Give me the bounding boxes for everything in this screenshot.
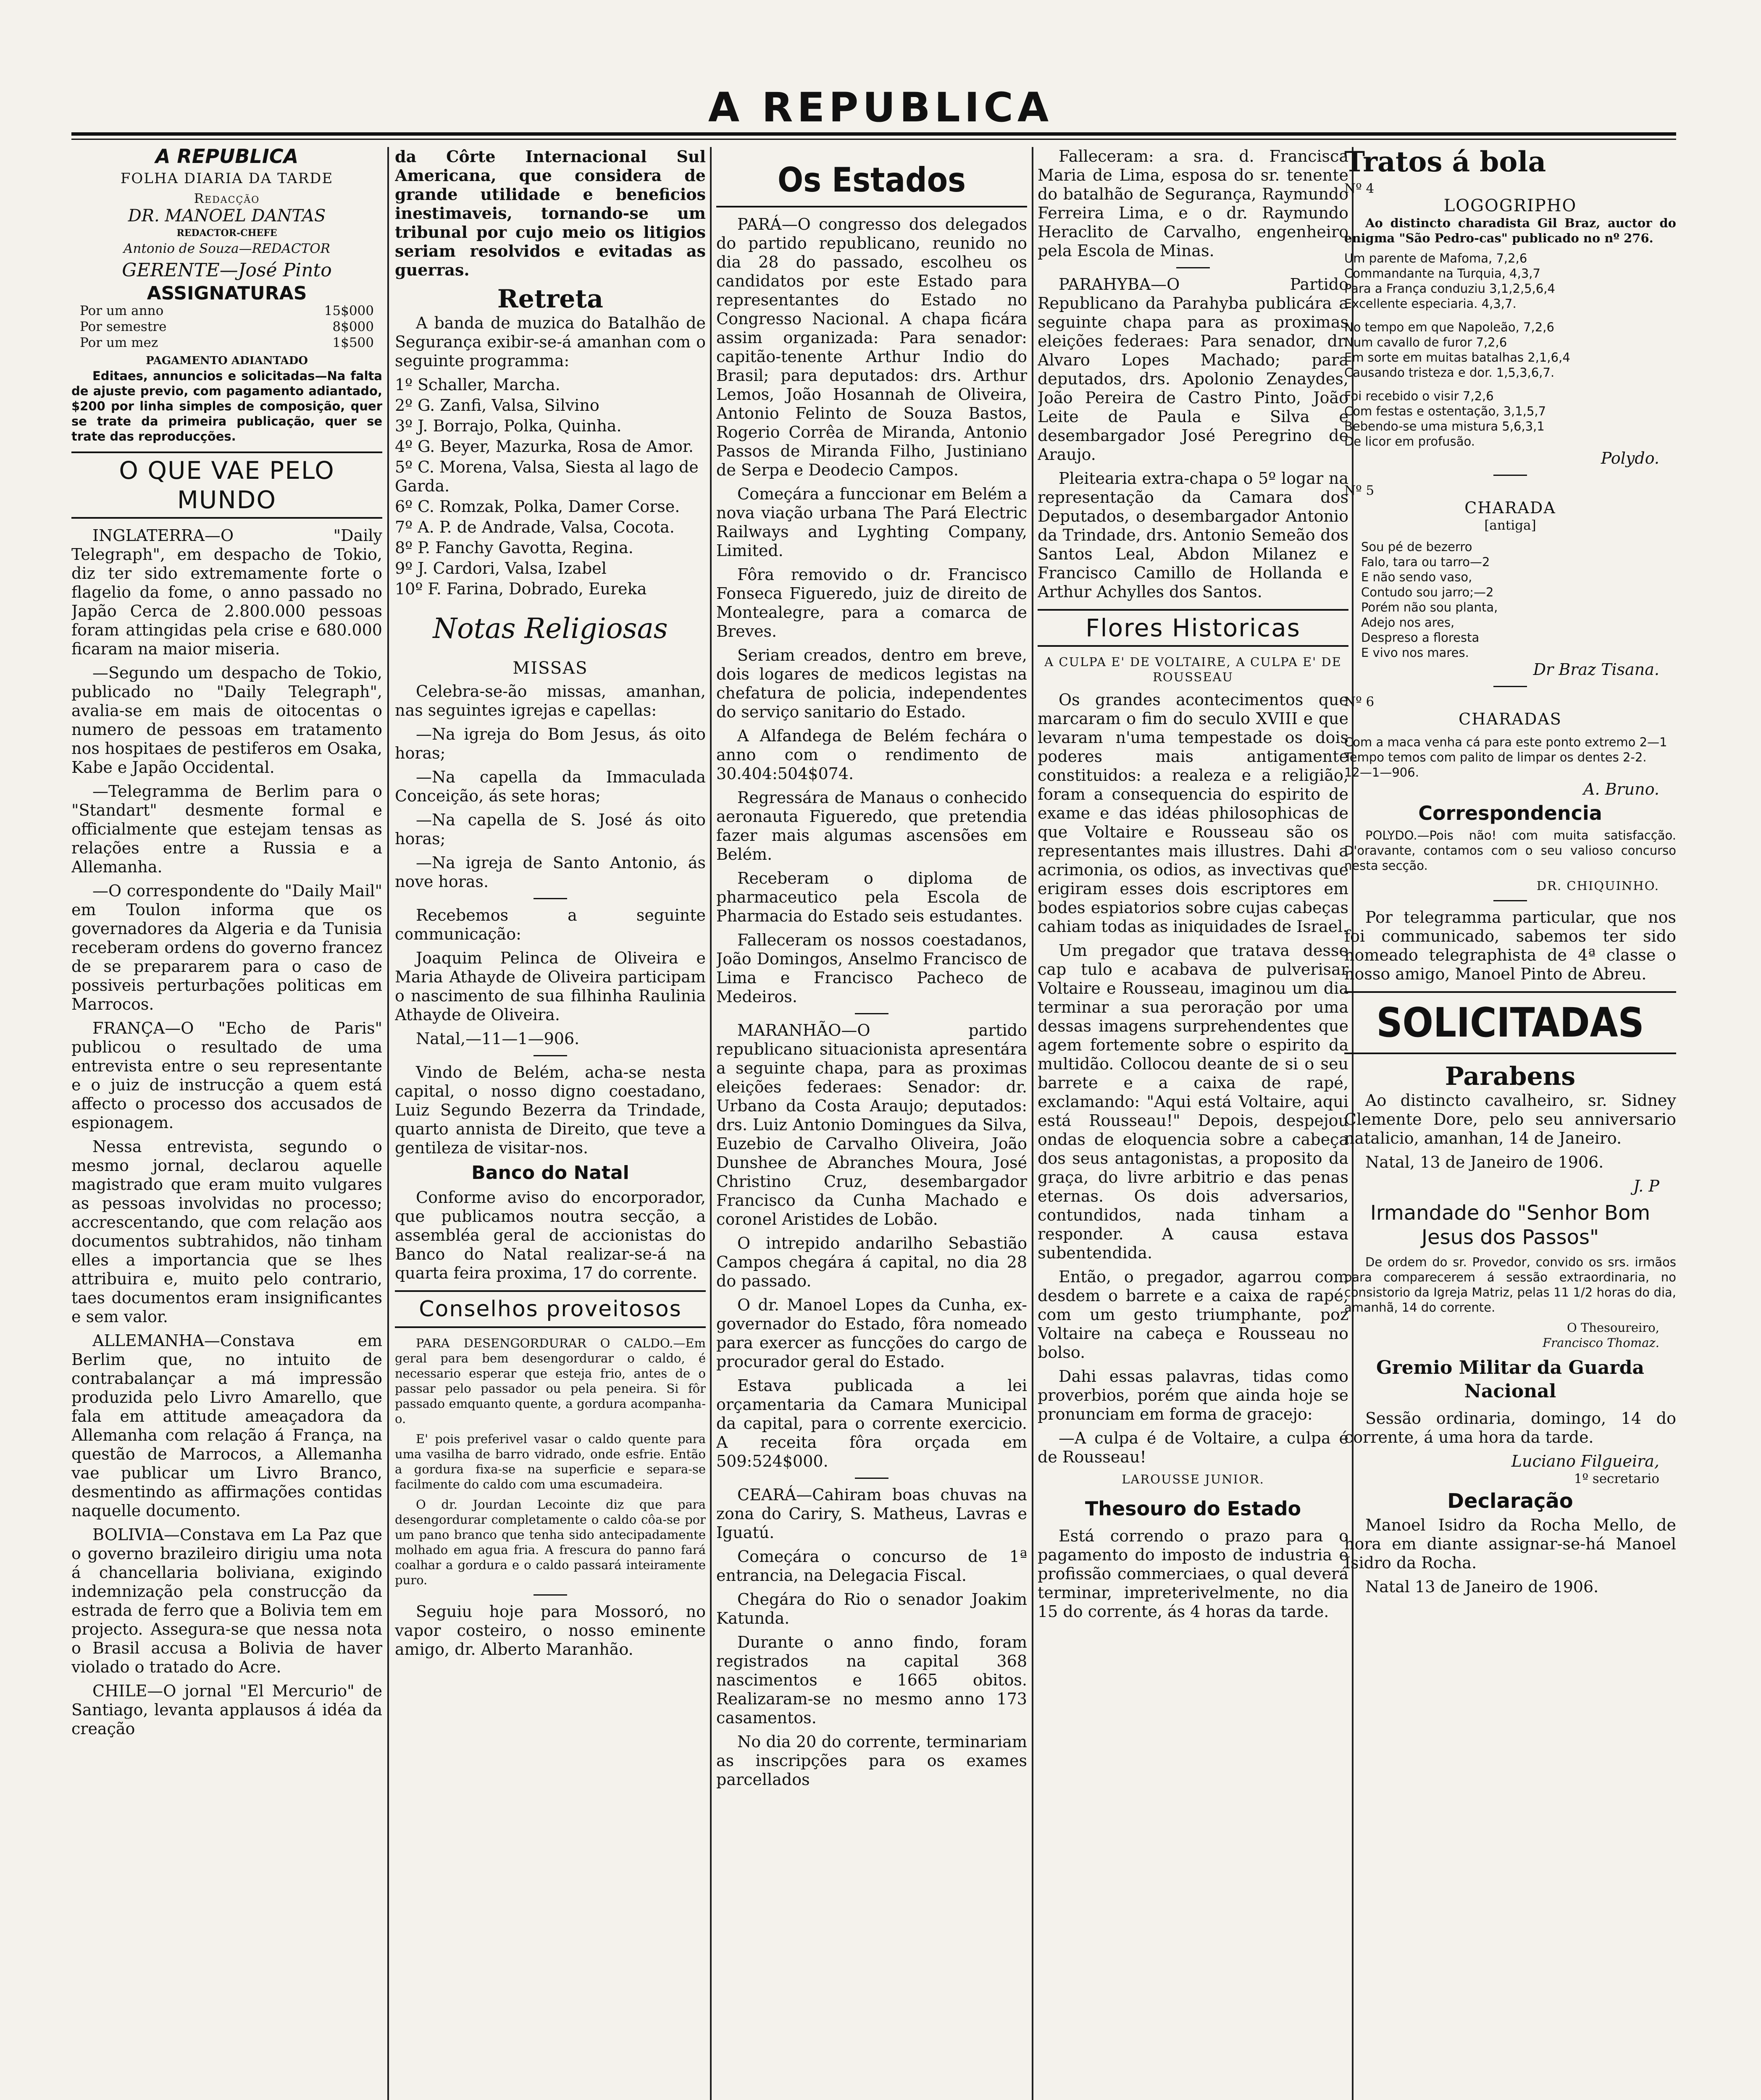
gremio-signature: Luciano Filgueira, — [1511, 1452, 1659, 1470]
separator — [1176, 267, 1210, 268]
estados-paragraph: Fôra removido o dr. Francisco Fonseca Figueredo, juiz de direito de Montealegre, para a comarca de Breves. — [716, 565, 1027, 640]
logogripho-dedication: Ao distincto charadista Gil Braz, auctor do enigma "São Pedro-cas" publicado no nº 276. — [1344, 216, 1676, 245]
vindo-paragraph: Vindo de Belém, acha-se nesta capital, o nosso digno coestadano, Luiz Segundo Bezerra da Trindade, quarto annista de Direito, que teve a gentileza de visitar-nos. — [395, 1063, 706, 1157]
estados-paragraph: Começára o concurso de 1ª entrancia, na Delegacia Fiscal. — [716, 1547, 1027, 1585]
estados-paragraph: Falleceram os nossos coestadanos, João Domingos, Anselmo Francisco de Lima e Francisco Pacheco de Medeiros. — [716, 931, 1027, 1006]
verse-line: Sou pé de bezerro — [1361, 540, 1472, 554]
logogripho-verses — [1344, 251, 1676, 449]
news-paragraph: INGLATERRA—O "Daily Telegraph", em despacho de Tokio, diz ter sido extremamente forte o flagelio da fome, o anno passado no Japão Cerca de 2.800.000 pessoas foram attingidas pela crise e 680.000 ficaram na maior miseria. — [71, 526, 382, 658]
programme-list — [395, 375, 706, 598]
verse-line: Falo, tara ou tarro—2 — [1361, 555, 1490, 569]
puzzle-number: Nº 6 — [1344, 694, 1375, 709]
verse-line: No tempo em que Napoleão, 7,2,6 — [1344, 320, 1554, 334]
gremio-text: Sessão ordinaria, domingo, 14 do corrente, á uma hora da tarde. — [1344, 1409, 1676, 1446]
logogripho-signature: Polydo. — [1601, 449, 1659, 467]
verse-line: Com festas e ostentação, 3,1,5,7 — [1344, 404, 1546, 418]
programme-item: 2º G. Zanfi, Valsa, Silvino — [395, 396, 599, 415]
verse-line: Commandante na Turquia, 4,3,7 — [1344, 266, 1540, 281]
programme-item: 3º J. Borrajo, Polka, Quinha. — [395, 417, 622, 435]
missas-item: —Na igreja de Santo Antonio, ás nove horas. — [395, 853, 706, 891]
correspondencia-text: POLYDO.—Pois não! com muita satisfacção. D'oravante, contamos com o seu valioso concurso nesta secção. — [1344, 828, 1676, 873]
conselhos-paragraph: O dr. Jourdan Lecointe diz que para desengordurar completamente o caldo côa-se por um pano branco que tenha sido antecipadamente molhado em agua fria. A frescura do panno fará coalhar a gordura e o caldo passará inteiramente puro. — [395, 1497, 706, 1587]
notas-title: Notas Religiosas — [433, 612, 668, 645]
estados-paragraph: PARÁ—O congresso dos delegados do partido republicano, reunido no dia 28 do passado, escolheu os candidatos por este Estado para representantes do Estado no Congresso Nacional. A chapa ficára assim organizada: Para senador: capitão-tenente Arthur Indio do Brasil; para deputados: drs. Arthur Lemos, João Hosannah de Oliveira, Antonio Felinto de Souza Bastos, Rogerio Corrêa de Miranda, Antonio Passos de Miranda Filho, Justiniano de Serpa e Deodecio Campos. — [716, 215, 1027, 479]
charadas-signature: A. Bruno. — [1583, 780, 1659, 798]
column-1 — [71, 147, 382, 2100]
participacao-paragraph: Joaquim Pelinca de Oliveira e Maria Athayde de Oliveira participam o nascimento de sua filhinha Raulinia Athayde de Oliveira. — [395, 949, 706, 1024]
news-paragraph: —Telegramma de Berlim para o "Standart" desmente formal e officialmente que estejam tensas as relações entre a Russia e a Allemanha. — [71, 782, 382, 876]
correspondencia-signature: DR. CHIQUINHO. — [1536, 879, 1659, 893]
programme-item: 1º Schaller, Marcha. — [395, 375, 560, 394]
redactor-chefe-label: REDACTOR-CHEFE — [176, 228, 277, 239]
estados-paragraph: PARAHYBA—O Partido Republicano da Parahyba publicára a seguinte chapa para as proximas eleições federaes: Para senador, dr. Alvaro Lopes Machado; para deputados, drs. Apolonio Zenaydes, João Pereira de Castro Pinto, João Leite de Paula e Silva e desembargador José Peregrino de Araujo. — [1038, 275, 1348, 464]
charada-signature: Dr Braz Tisana. — [1533, 660, 1659, 679]
irmandade-text: De ordem do sr. Provedor, convido os srs. irmãos para comparecerem á sessão extraordinaria, no consistorio da Igreja Matriz, pelas 11 1/2 horas do dia, amanhã, 14 do corrente. — [1344, 1255, 1676, 1315]
paper-subtitle: FOLHA DIARIA DA TARDE — [120, 170, 334, 187]
verse-line: Excellente especiaria. 4,3,7. — [1344, 297, 1517, 311]
separator — [534, 898, 567, 899]
pagamento-label: PAGAMENTO ADIANTADO — [146, 354, 308, 367]
verse-line: De licor em profusão. — [1344, 434, 1475, 449]
flores-paragraph: —A culpa é de Voltaire, a culpa é de Rousseau! — [1038, 1429, 1348, 1466]
solicitadas-title-box — [1344, 991, 1676, 1054]
telegram-paragraph: Por telegramma particular, que nos foi communicado, sabemos ter sido nomeado telegraphista de 4ª classe o nosso amigo, Manoel Pinto de Abreu. — [1344, 908, 1676, 983]
banco-paragraph: Conforme aviso do encorporador, que publicamos noutra secção, a assembléa geral de accionistas do Banco do Natal realizar-se-á na quarta feira proxima, 17 do corrente. — [395, 1188, 706, 1282]
column-divider — [1032, 147, 1033, 2100]
separator — [1493, 475, 1527, 476]
price-list — [71, 303, 382, 351]
flores-paragraph: Os grandes acontecimentos que marcaram o fim do seculo XVIII e que levaram n'uma tempestade os dois poderes mais antigamente constituidos: a realeza e a religião, foram a consequencia do espirito de exame e das idéas philosophicas de que Voltaire e Rousseau são os representantes mais illustres. Dahi a acrimonia, os odios, as invectivas que erigiram esses dois escriptores em bodes espiatorios sobre cujas cabeças cahiam todas as iniquidades de Israel. — [1038, 690, 1348, 936]
verse-line: Para a França conduziu 3,1,2,5,6,4 — [1344, 281, 1555, 296]
masthead: A REPUBLICA — [708, 84, 1053, 131]
participacao-paragraph: Natal,—11—1—906. — [416, 1029, 580, 1048]
charadas-title: CHARADAS — [1459, 710, 1562, 728]
separator — [1493, 900, 1527, 901]
conselhos-paragraph: E' pois preferivel vasar o caldo quente para uma vasilha de barro vidrado, onde esfrie. Então a gordura fixa-se na superficie e separa-se facilmente do caldo com uma escumadeira. — [395, 1432, 706, 1491]
verse-line: Um parente de Mafoma, 7,2,6 — [1344, 251, 1527, 265]
flores-signature: LAROUSSE JUNIOR. — [1122, 1472, 1264, 1486]
estados-title: Os Estados — [778, 160, 966, 200]
programme-item: 6º C. Romzak, Polka, Damer Corse. — [395, 497, 680, 516]
verse-line: Contudo sou jarro;—2 — [1361, 585, 1494, 599]
puzzle-number: Nº 4 — [1344, 181, 1375, 196]
solicitadas-title: SOLICITADAS — [1376, 999, 1644, 1046]
charada-verses — [1344, 539, 1676, 660]
charadas-lines — [1344, 735, 1676, 780]
parabens-text: Ao distincto cavalheiro, sr. Sidney Clemente Dore, pelo seu anniversario natalicio, amanhan, 14 de Janeiro. — [1344, 1091, 1676, 1147]
estados-paragraph: Durante o anno findo, foram registrados na capital 368 nascimentos e 1665 obitos. Realizaram-se no mesmo anno 173 casamentos. — [716, 1633, 1027, 1727]
column-divider — [710, 147, 712, 2100]
retreta-text: A banda de muzica do Batalhão de Segurança exibir-se-á amanhan com o seguinte programma: — [395, 314, 706, 370]
banco-title: Banco do Natal — [471, 1162, 629, 1184]
programme-item: 8º P. Fanchy Gavotta, Regina. — [395, 538, 633, 557]
conselhos-title: Conselhos proveitosos — [419, 1297, 682, 1322]
verse-line: Adejo nos ares, — [1361, 615, 1455, 630]
flores-paragraph: Então, o pregador, agarrou com desdem o barrete e a caixa de rapé, com um gesto triumphante, poz Voltaire na cabeça e Rousseau no bolso. — [1038, 1268, 1348, 1362]
verse-line: E vivo nos mares. — [1361, 646, 1469, 660]
column-5 — [1344, 147, 1676, 2100]
estados-paragraph: Chegára do Rio o senador Joakim Katunda. — [716, 1590, 1027, 1628]
conselhos-title-box — [395, 1290, 706, 1328]
news-paragraph: CHILE—O jornal "El Mercurio" de Santiago, levanta applausos á idéa da creação — [71, 1682, 382, 1738]
programme-item: 7º A. P. de Andrade, Valsa, Cocota. — [395, 518, 675, 536]
participacao-paragraph: Recebemos a seguinte communicação: — [395, 906, 706, 943]
verse-gap — [1344, 311, 1676, 320]
retreta-title: Retreta — [497, 284, 604, 314]
estados-paragraph: Estava publicada a lei orçamentaria da Camara Municipal da capital, para o corrente exercicio. A receita fôra orçada em 509:524$000. — [716, 1376, 1027, 1470]
estados-paragraph: Regressára de Manaus o conhecido aeronauta Figueredo, que pretendia fazer mais algumas ascensões em Belém. — [716, 788, 1027, 864]
masthead-rule-thin — [71, 139, 1676, 140]
programme-item: 4º G. Beyer, Mazurka, Rosa de Amor. — [395, 437, 694, 456]
missas-item: —Na capella da Immaculada Conceição, ás sete horas; — [395, 768, 706, 805]
news-paragraph: —Segundo um despacho de Tokio, publicado no "Daily Telegraph", avalia-se em mais de oitocentas o numero de pessoas em tratamento nos hospitaes de pestiferos em Osaka, Kabe e Japão Occidental. — [71, 664, 382, 777]
estados-paragraph: O dr. Manoel Lopes da Cunha, ex-governador do Estado, fôra nomeado para exercer as funcções do cargo de procurador geral do Estado. — [716, 1296, 1027, 1371]
news-paragraph: Nessa entrevista, segundo o mesmo jornal, declarou aquelle magistrado que eram muito vulgares as pessoas involvidas no processo; accrescentando, que com relação aos documentos subtrahidos, não tinham elles a importancia que se lhes attribuira e, muito pelo contrario, taes documentos eram insignificantes e sem valor. — [71, 1137, 382, 1326]
missas-item: —Na capella de S. José ás oito horas; — [395, 811, 706, 848]
price-row: Por um anno 15$000 — [80, 303, 374, 318]
parabens-date: Natal, 13 de Janeiro de 1906. — [1365, 1153, 1604, 1171]
missas-item: —Na igreja do Bom Jesus, ás oito horas; — [395, 725, 706, 762]
estados-title-box — [716, 155, 1027, 207]
assignaturas-title: ASSIGNATURAS — [147, 283, 307, 304]
news-paragraph: BOLIVIA—Constava em La Paz que o governo brazileiro dirigiu uma nota á chancellaria boliviana, exigindo indemnização pela construcção da estrada de ferro que a Bolivia tem em projecto. Assegura-se que nessa nota o Brasil accusa a Bolivia de haver violado o tratado do Acre. — [71, 1525, 382, 1676]
separator — [534, 1055, 567, 1056]
director-name: DR. MANOEL DANTAS — [128, 206, 326, 226]
verse-line: Causando tristeza e dor. 1,5,3,6,7. — [1344, 365, 1555, 380]
estados-paragraph: Falleceram: a sra. d. Francisca Maria de Lima, esposa do sr. tenente do batalhão de Segurança, Raymundo Ferreira Lima, e o dr. Raymundo Heraclito de Carvalho, engenheiro pela Escola de Minas. — [1038, 147, 1348, 260]
irmandade-title: Irmandade do "Senhor Bom Jesus dos Passos" — [1370, 1201, 1651, 1249]
separator — [855, 1013, 888, 1014]
section-title-box — [71, 452, 382, 519]
thesouro-title: Thesouro do Estado — [1085, 1497, 1301, 1520]
verse-line: Foi recebido o visir 7,2,6 — [1344, 389, 1494, 403]
declaracao-text: Manoel Isidro da Rocha Mello, de hora em diante assignar-se-há Manoel Isidro da Rocha. — [1344, 1516, 1676, 1572]
news-paragraph: —O correspondente do "Daily Mail" em Toulon informa que os governadores da Algeria e da Tunisia receberam ordens do governo francez de se prepararem para o caso de possiveis perturbações politicas em Marrocos. — [71, 882, 382, 1013]
flores-paragraph: Dahi essas palavras, tidas como proverbios, porém que ainda hoje se pronunciam em forma de gracejo: — [1038, 1367, 1348, 1423]
estados-paragraph: CEARÁ—Cahiram boas chuvas na zona do Cariry, S. Matheus, Lavras e Iguatú. — [716, 1486, 1027, 1542]
verse-line: Porém não sou planta, — [1361, 600, 1498, 614]
verse-line: Num cavallo de furor 7,2,6 — [1344, 335, 1507, 349]
charada-subtitle: [antiga] — [1484, 518, 1536, 533]
estados-paragraph: O intrepido andarilho Sebastião Campos chegára á capital, no dia 28 do passado. — [716, 1234, 1027, 1290]
missas-title: MISSAS — [513, 659, 588, 678]
flores-subtitle: A CULPA E' DE VOLTAIRE, A CULPA E' DE ROUSSEAU — [1044, 655, 1342, 684]
section-title: O QUE VAE PELO MUNDO — [119, 456, 335, 514]
editaes-text: Editaes, annuncios e solicitadas—Na falta de ajuste previo, com pagamento adiantado, $200 por linha simples de composição, quer se trate da primeira publicação, quer se trate das reproducções. — [71, 369, 382, 444]
price-row: Por um mez 1$500 — [80, 335, 374, 350]
declaracao-title: Declaração — [1447, 1489, 1573, 1513]
charada-title: CHARADA — [1464, 499, 1556, 517]
programme-item: 10º F. Farina, Dobrado, Eureka — [395, 580, 647, 598]
parabens-signature: J. P — [1633, 1177, 1659, 1195]
masthead-rule — [71, 132, 1676, 136]
parabens-title: Parabens — [1445, 1062, 1576, 1091]
column-2 — [395, 147, 706, 2100]
column-3 — [716, 147, 1027, 2100]
notas-title-box — [395, 606, 706, 651]
estados-paragraph: Começára a funccionar em Belém a nova viação urbana The Pará Electric Railways and Lyghting Company, Limited. — [716, 485, 1027, 560]
verse-line: Com a maca venha cá para este ponto extremo 2—1 — [1344, 735, 1667, 749]
declaracao-date: Natal 13 de Janeiro de 1906. — [1365, 1578, 1599, 1596]
separator — [1493, 686, 1527, 687]
estados-paragraph: A Alfandega de Belém fechára o anno com o rendimento de 30.404:504$074. — [716, 727, 1027, 783]
verse-line: Bebendo-se uma mistura 5,6,3,1 — [1344, 419, 1545, 433]
programme-item: 5º C. Morena, Valsa, Siesta al lago de Garda. — [395, 458, 699, 495]
correspondencia-title: Correspondencia — [1418, 802, 1602, 824]
price-row: Por semestre 8$000 — [80, 319, 374, 334]
puzzle-number: Nº 5 — [1344, 483, 1375, 498]
verse-line: Em sorte em muitas batalhas 2,1,6,4 — [1344, 350, 1570, 365]
paper-title: A REPUBLICA — [155, 147, 299, 168]
estados-paragraph: No dia 20 do corrente, terminariam as inscripções para os exames parcellados — [716, 1732, 1027, 1789]
flores-paragraph: Um pregador que tratava desse cap tulo e acabava de pulverisar Voltaire e Rousseau, imaginou um dia terminar a sua peroração por uma dessas imagens surprehendentes que agem fortemente sobre o espirito da multidão. Collocou deante de si o seu barrete e a caixa de rapé, exclamando: "Aqui está Voltaire, aqui está Rousseau!" Depois, despejou ondas de eloquencia sobre a cabeça dos seus antagonistas, a proposito da graça, do livre arbitrio e das penas eternas. Os dois adversarios, contundidos, nada tinham a responder. A causa estava subentendida. — [1038, 941, 1348, 1262]
seguiu-paragraph: Seguiu hoje para Mossoró, no vapor costeiro, o nosso eminente amigo, dr. Alberto Maranhão. — [395, 1602, 706, 1659]
irmandade-role: O Thesoureiro, — [1567, 1320, 1659, 1335]
programme-item: 9º J. Cardori, Valsa, Izabel — [395, 559, 607, 578]
conselhos-paragraph: PARA DESENGORDURAR O CALDO.—Em geral para bem desengordurar o caldo, é necessario esperar que esteja frio, antes de o passar pelo passador ou pela peneira. Si fôr passado emquanto quente, a gordura acompanha-o. — [395, 1336, 706, 1426]
verse-line: Tempo temos com palito de limpar os dentes 2-2. — [1344, 750, 1647, 764]
estados-paragraph: Receberam o diploma de pharmaceutico pela Escola de Pharmacia do Estado seis estudantes. — [716, 869, 1027, 925]
redaccao-label: Redacção — [194, 191, 260, 206]
column-divider — [387, 147, 389, 2100]
verse-line: Despreso a floresta — [1361, 630, 1480, 645]
estados-paragraph: Seriam creados, dentro em breve, dois logares de medicos legistas na chefatura de policia, independentes do serviço sanitario do Estado. — [716, 646, 1027, 721]
verse-line: E não sendo vaso, — [1361, 570, 1472, 584]
news-paragraph: FRANÇA—O "Echo de Paris" publicou o resultado de uma entrevista entre o seu representante e o juiz de instrucção a quem está affecto o processo dos accusados de espionagem. — [71, 1019, 382, 1132]
irmandade-signature: Francisco Thomaz. — [1542, 1336, 1659, 1350]
continued-paragraph: da Côrte Internacional Sul Americana, que considera de grande utilidade e beneficios inestimaveis, tornando-se um tribunal por cujo meio os litigios seriam resolvidos e evitadas as guerras. — [395, 147, 706, 279]
estados-paragraph: Pleitearia extra-chapa o 5º logar na representação da Camara dos Deputados, o desembargador Antonio da Trindade, drs. Antonio Semeão dos Santos Leal, Abdon Milanez e Francisco Camillo de Hollanda e Arthur Achylles dos Santos. — [1038, 469, 1348, 601]
flores-title: Flores Historicas — [1086, 614, 1301, 642]
flores-title-box — [1038, 609, 1348, 647]
verse-line: 12—1—906. — [1344, 765, 1419, 780]
separator — [534, 1594, 567, 1596]
separator — [855, 1478, 888, 1479]
redactor-name: Antonio de Souza—REDACTOR — [124, 241, 330, 256]
gremio-role: 1º secretario — [1574, 1471, 1659, 1486]
gerente-name: GERENTE—José Pinto — [122, 260, 332, 281]
thesouro-paragraph: Está correndo o prazo para o pagamento do imposto de industria e profissão commerciaes, o qual deverá terminar, impreterivelmente, no dia 15 do corrente, ás 4 horas da tarde. — [1038, 1527, 1348, 1621]
verse-gap — [1344, 380, 1676, 388]
logogripho-title: LOGOGRIPHO — [1443, 196, 1577, 215]
missas-intro: Celebra-se-ão missas, amanhan, nas seguintes igrejas e capellas: — [395, 682, 706, 719]
column-4 — [1038, 147, 1348, 2100]
gremio-title: Gremio Militar da Guarda Nacional — [1376, 1357, 1644, 1402]
estados-paragraph: MARANHÃO—O partido republicano situacionista apresentára a seguinte chapa, para as proximas eleições federaes: Senador: dr. Urbano da Costa Araujo; deputados: drs. Luiz Antonio Domingues da Silva, Euzebio de Carvalho Oliveira, João Dunshee de Abranches Moura, José Christino Cruz, desembargador Francisco da Cunha Machado e coronel Aristides de Lobão. — [716, 1021, 1027, 1228]
news-paragraph: ALLEMANHA—Constava em Berlim que, no intuito de contrabalançar a má impressão produzida pelo Livro Amarello, que fala em attitude ameaçadora da Allemanha com relação á França, na questão de Marrocos, a Allemanha vae publicar um Livro Branco, desmentindo as affirmações contidas naquelle documento. — [71, 1331, 382, 1520]
tratos-title: Tratos á bola — [1344, 147, 1546, 178]
